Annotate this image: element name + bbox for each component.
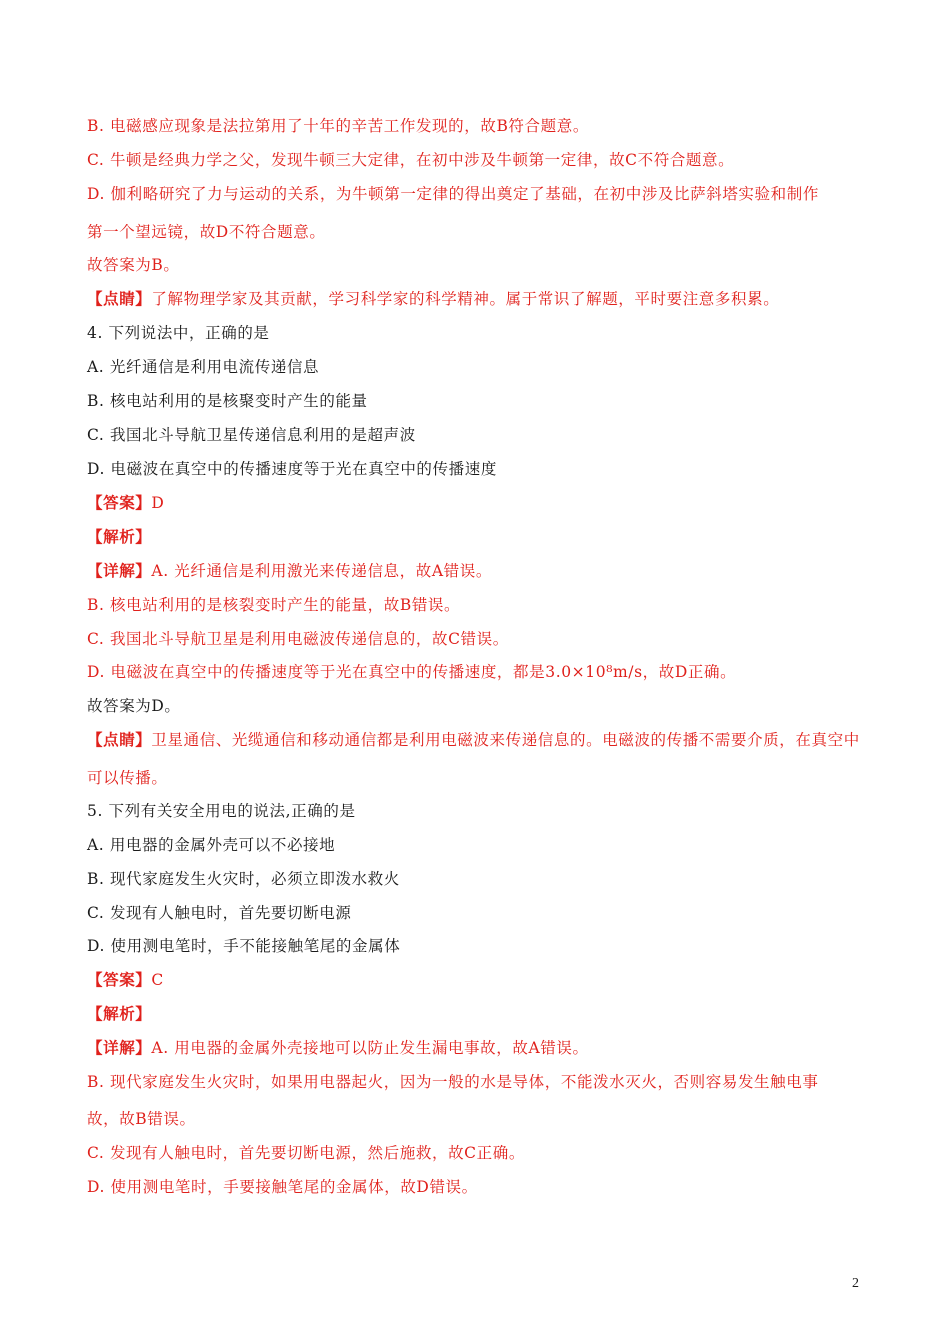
- q5-option-a: A. 用电器的金属外壳可以不必接地: [87, 836, 336, 854]
- q5-analysis-label: 【解析】: [87, 1004, 152, 1023]
- q4-tip-line1: [87, 729, 870, 751]
- tip-text: 卫星通信、光缆通信和移动通信都是利用电磁波来传递信息的。电磁波的传播不需要介质，在真空中: [151, 731, 860, 749]
- q5-detail-c: C. 发现有人触电时，首先要切断电源，然后施救，故C正确。: [87, 1144, 525, 1162]
- q5-detail-d: D. 使用测电笔时，手要接触笔尾的金属体，故D错误。: [87, 1178, 478, 1196]
- q3-explanation-c: C. 牛顿是经典力学之父，发现牛顿三大定律，在初中涉及牛顿第一定律，故C不符合题意。: [87, 151, 735, 169]
- q5-detail-b-line1: B. 现代家庭发生火灾时，如果用电器起火，因为一般的水是导体，不能泼水灭火，否则容易发生触电事: [87, 1073, 819, 1091]
- q3-explanation-d-line1: D. 伽利略研究了力与运动的关系，为牛顿第一定律的得出奠定了基础，在初中涉及比萨斜塔实验和制作: [87, 185, 819, 203]
- answer-value: C: [151, 971, 164, 989]
- q4-detail-c: C. 我国北斗导航卫星是利用电磁波传递信息的，故C错误。: [87, 630, 509, 648]
- q4-answer: [87, 492, 870, 514]
- q5-option-b: B. 现代家庭发生火灾时，必须立即泼水救火: [87, 870, 400, 888]
- answer-label: 【答案】: [87, 493, 152, 512]
- q4-stem: 4. 下列说法中，正确的是: [87, 324, 270, 342]
- tip-label: 【点睛】: [87, 289, 152, 308]
- q4-detail-a: [87, 560, 870, 582]
- q4-analysis-label: 【解析】: [87, 527, 152, 546]
- q3-explanation-b: B. 电磁感应现象是法拉第用了十年的辛苦工作发现的，故B符合题意。: [87, 117, 589, 135]
- q4-conclusion: 故答案为D。: [87, 697, 181, 715]
- detail-text: A. 用电器的金属外壳接地可以防止发生漏电事故，故A错误。: [151, 1039, 589, 1057]
- detail-label: 【详解】: [87, 1038, 152, 1057]
- q3-explanation-d-line2: 第一个望远镜，故D不符合题意。: [87, 223, 326, 241]
- q5-detail-a: [87, 1037, 870, 1059]
- q4-detail-b: B. 核电站利用的是核裂变时产生的能量，故B错误。: [87, 596, 461, 614]
- q5-stem: 5. 下列有关安全用电的说法,正确的是: [87, 802, 356, 820]
- tip-label: 【点睛】: [87, 730, 152, 749]
- q5-option-d: D. 使用测电笔时，手不能接触笔尾的金属体: [87, 937, 401, 955]
- q5-answer: [87, 969, 870, 991]
- q4-option-a: A. 光纤通信是利用电流传递信息: [87, 358, 320, 376]
- q5-detail-b-line2: 故，故B错误。: [87, 1110, 196, 1128]
- q5-option-c: C. 发现有人触电时，首先要切断电源: [87, 904, 352, 922]
- q4-option-b: B. 核电站利用的是核聚变时产生的能量: [87, 392, 368, 410]
- detail-label: 【详解】: [87, 561, 152, 580]
- q3-tip: [87, 288, 870, 310]
- answer-label: 【答案】: [87, 970, 152, 989]
- q4-option-d: D. 电磁波在真空中的传播速度等于光在真空中的传播速度: [87, 460, 497, 478]
- q3-conclusion: 故答案为B。: [87, 256, 180, 274]
- detail-text: A. 光纤通信是利用激光来传递信息，故A错误。: [151, 562, 492, 580]
- q4-tip-line2: 可以传播。: [87, 769, 168, 787]
- page-number: 2: [852, 1276, 859, 1291]
- tip-text: 了解物理学家及其贡献，学习科学家的科学精神。属于常识了解题，平时要注意多积累。: [151, 290, 780, 308]
- answer-value: D: [151, 494, 165, 512]
- q4-detail-d: D. 电磁波在真空中的传播速度等于光在真空中的传播速度，都是3.0×10⁸m/s，故D正确。: [87, 663, 737, 681]
- q4-option-c: C. 我国北斗导航卫星传递信息利用的是超声波: [87, 426, 416, 444]
